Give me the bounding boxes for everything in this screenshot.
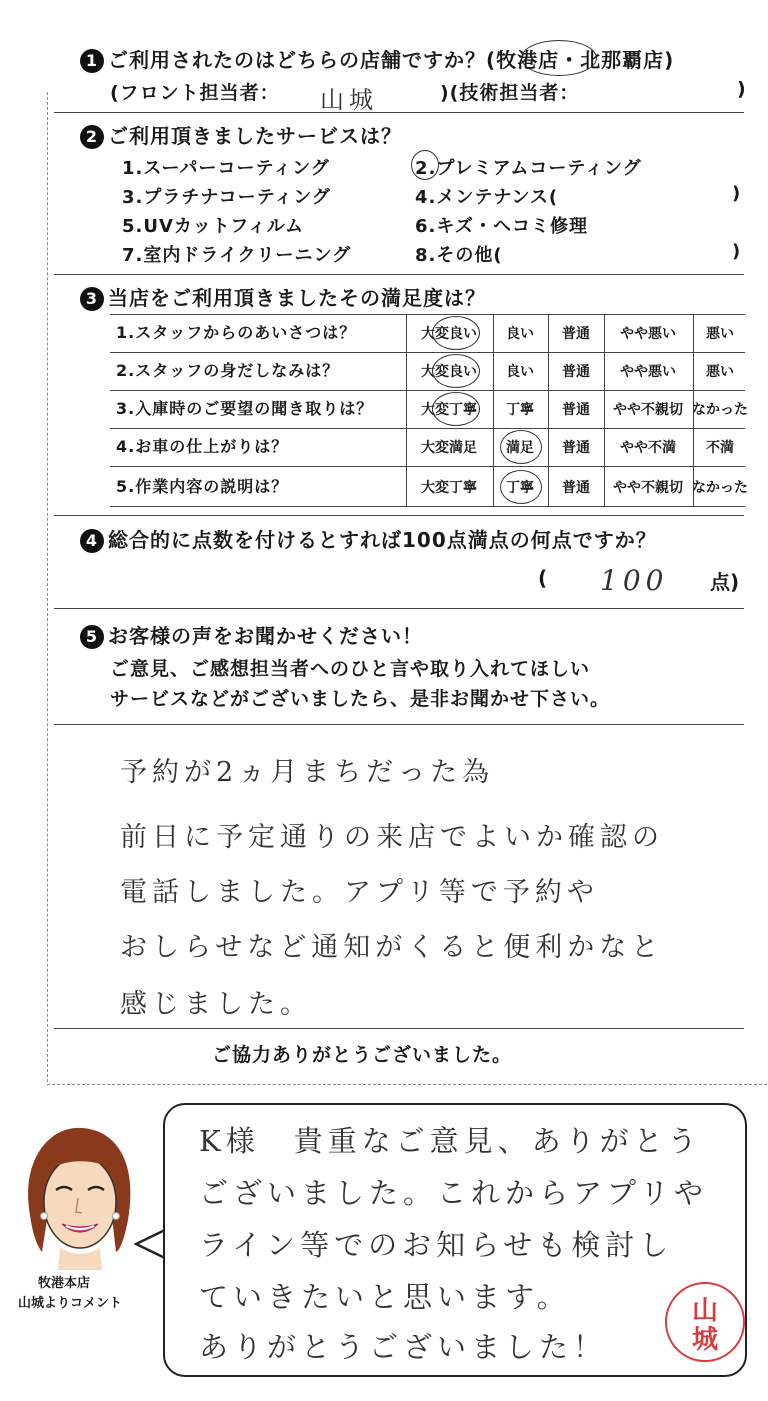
rating-choice: なかった	[692, 480, 748, 496]
answer-line: おしらせなど通知がくると便利かなと	[120, 932, 664, 963]
table-rule	[110, 390, 745, 391]
svg-text:山: 山	[691, 1296, 719, 1326]
rating-choice: 丁寧	[506, 402, 534, 418]
q2-option: 5.UVカットフィルム	[122, 216, 305, 237]
rating-choice: 良い	[506, 364, 534, 380]
q1-close: )	[664, 48, 675, 72]
rating-choice: 良い	[506, 326, 534, 342]
q2-heading	[80, 120, 402, 149]
rating-choice: やや悪い	[620, 326, 676, 342]
q3-heading	[80, 282, 486, 311]
rating-selected-circle	[432, 316, 480, 350]
reply-bubble	[163, 1103, 747, 1377]
q3-number: 3	[80, 287, 104, 311]
q4-number: 4	[80, 529, 104, 553]
rating-choice: やや悪い	[620, 364, 676, 380]
divider	[54, 608, 744, 609]
q5-question: お客様の声をお聞かせください！	[108, 624, 423, 648]
answer-line: 予約が2ヵ月まちだった為	[120, 757, 495, 788]
rating-choice: やや不親切	[613, 402, 683, 418]
rating-choice: 大変満足	[421, 440, 477, 456]
q2-number: 2	[80, 125, 104, 149]
reply-store: 牧港本店	[38, 1276, 91, 1291]
rating-choice: 普通	[562, 326, 590, 342]
reply-line: K様 貴重なご意見、ありがとう	[199, 1124, 702, 1158]
q2-option: 2.プレミアムコーティング	[415, 158, 642, 179]
rating-choice: やや不満	[620, 440, 676, 456]
q1-tech-label: )(技術担当者：	[440, 82, 580, 104]
q2-option-close: )	[732, 241, 742, 262]
rating-choice: なかった	[692, 402, 748, 418]
table-rule	[110, 506, 745, 507]
reply-line: ございました。これからアプリや	[199, 1176, 708, 1210]
rating-selected-circle	[432, 354, 480, 388]
rating-question: 4.お車の仕上がりは？	[116, 437, 289, 456]
table-rule	[110, 352, 745, 353]
rating-choice: 悪い	[706, 326, 734, 342]
q1-store-1: 牧港店	[496, 48, 560, 72]
q4-open: (	[538, 566, 548, 590]
q5-heading	[80, 620, 423, 649]
svg-text:城: 城	[691, 1325, 719, 1355]
staff-avatar	[20, 1120, 138, 1270]
rating-choice: 不満	[706, 440, 734, 456]
answer-line: 前日に予定通りの来店でよいか確認の	[120, 822, 664, 853]
rating-question: 3.入庫時のご要望の聞き取りは？	[116, 399, 374, 418]
rating-choice: 満足	[506, 440, 534, 456]
reply-line: ライン等でのお知らせも検討し	[199, 1228, 674, 1262]
divider	[54, 274, 744, 275]
reply-line: ありがとうございました！	[199, 1330, 608, 1364]
q1-question: ご利用されたのはどちらの店舗ですか？(	[108, 48, 497, 72]
q5-line-2: サービスなどがございましたら、是非お聞かせ下さい。	[110, 688, 611, 710]
table-rule	[110, 466, 745, 467]
reply-line: ていきたいと思います。	[199, 1280, 571, 1314]
divider	[54, 112, 744, 113]
rating-choice: 普通	[562, 480, 590, 496]
q3-question: 当店をご利用頂きましたその満足度は？	[108, 286, 486, 310]
rating-choice: 普通	[562, 440, 590, 456]
cut-line-left	[47, 92, 48, 1082]
answer-line: 電話しました。アプリ等で予約や	[120, 877, 599, 908]
divider	[54, 515, 744, 516]
q2-option: 3.プラチナコーティング	[122, 187, 331, 208]
thanks-line: ご協力ありがとうございました。	[212, 1044, 513, 1066]
q1-store-2: 北那覇店	[580, 48, 665, 72]
rating-question: 2.スタッフの身だしなみは？	[116, 361, 340, 380]
name-stamp	[665, 1282, 745, 1362]
q1-tech-close: )	[737, 78, 747, 100]
divider	[54, 1028, 744, 1029]
rating-choice: 大変丁寧	[421, 402, 477, 418]
q1-front-value: 山城	[320, 86, 378, 114]
q4-question: 総合的に点数を付けるとすれば100点満点の何点ですか？	[108, 528, 657, 552]
q2-option-close: )	[732, 183, 742, 204]
rating-choice: やや不親切	[613, 480, 683, 496]
rating-choice: 大変丁寧	[421, 480, 477, 496]
table-rule	[110, 314, 745, 315]
q1-separator: ・	[559, 48, 581, 72]
q2-question: ご利用頂きましたサービスは？	[108, 124, 402, 148]
q4-unit: 点)	[710, 570, 740, 594]
rating-choice: 普通	[562, 402, 590, 418]
q4-score: 100	[600, 564, 669, 597]
q5-number: 5	[80, 625, 104, 649]
rating-question: 5.作業内容の説明は？	[116, 477, 289, 496]
q2-option: 7.室内ドライクリーニング	[122, 245, 352, 266]
answer-line: 感じました。	[120, 989, 312, 1020]
q1-selected-circle	[521, 40, 597, 76]
rating-choice: 丁寧	[506, 480, 534, 496]
q1-number: 1	[80, 49, 104, 73]
cut-line-bottom	[47, 1084, 767, 1085]
rating-choice: 大変良い	[421, 326, 477, 342]
rating-selected-circle	[432, 392, 480, 426]
rating-choice: 大変良い	[421, 364, 477, 380]
q5-line-1: ご意見、ご感想担当者へのひと言や取り入れてほしい	[110, 658, 591, 680]
rating-choice: 悪い	[706, 364, 734, 380]
q2-option: 6.キズ・ヘコミ修理	[415, 216, 589, 237]
table-rule	[110, 428, 745, 429]
q2-option: 4.メンテナンス(	[415, 187, 559, 208]
q2-selected-circle	[411, 150, 439, 180]
q1-front-label: (フロント担当者：	[110, 82, 280, 104]
q2-option: 8.その他(	[415, 245, 503, 266]
rating-question: 1.スタッフからのあいさつは？	[116, 323, 357, 342]
q2-option: 1.スーパーコーティング	[122, 158, 330, 179]
rating-choice: 普通	[562, 364, 590, 380]
divider	[54, 724, 744, 725]
q4-heading	[80, 524, 657, 553]
reply-author: 山城よりコメント	[18, 1296, 123, 1311]
